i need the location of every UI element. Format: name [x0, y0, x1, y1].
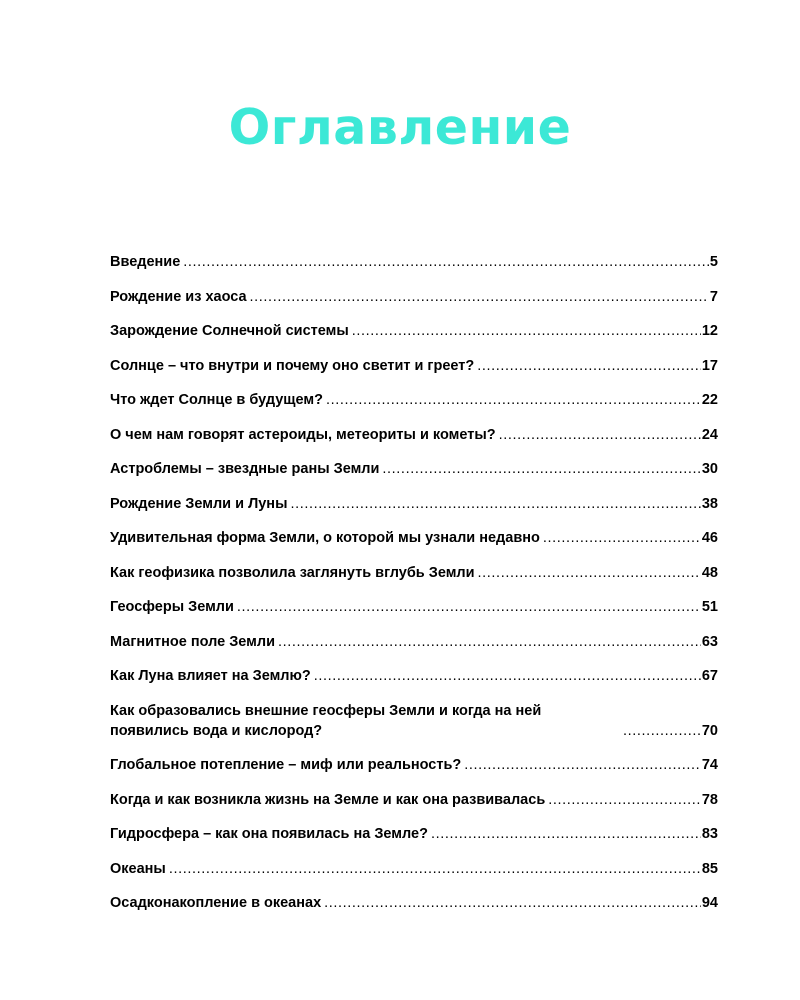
toc-entry-page: 5	[709, 254, 718, 270]
toc-entry-title: Гидросфера – как она появилась на Земле?	[110, 826, 428, 842]
toc-dot-leader	[477, 356, 701, 376]
toc-dot-leader	[183, 252, 709, 272]
page-title: Оглавление	[228, 99, 572, 156]
toc-entry-page: 38	[701, 495, 718, 512]
toc-entry-page: 67	[701, 668, 718, 684]
toc-entry-title: Когда и как возникла жизнь на Земле и как она развивалась	[110, 791, 546, 808]
toc-entry-page: 70	[701, 722, 718, 739]
toc-entry-page: 94	[701, 895, 718, 911]
toc-dot-leader	[324, 893, 701, 913]
toc-entry-title: Удивительная форма Земли, о которой мы узнали недавно	[110, 530, 540, 546]
toc-entry-page: 24	[701, 426, 718, 443]
toc-entry[interactable]	[110, 790, 718, 810]
toc-entry-title: Астроблемы – звездные раны Земли	[110, 461, 380, 477]
toc-entry[interactable]	[110, 459, 718, 479]
toc-entry[interactable]	[110, 528, 718, 548]
toc-dot-leader	[326, 390, 701, 410]
toc-dot-leader	[169, 859, 701, 879]
toc-entry[interactable]	[110, 321, 718, 341]
toc-entry[interactable]	[110, 824, 718, 844]
toc-entry-title: Как геофизика позволила заглянуть вглубь Земли	[110, 564, 475, 581]
toc-dot-leader	[314, 666, 701, 686]
toc-entry[interactable]	[110, 755, 718, 775]
toc-entry[interactable]	[110, 859, 718, 879]
toc-entry[interactable]	[110, 666, 718, 686]
toc-entry[interactable]	[110, 701, 718, 741]
toc-entry-page: 74	[701, 757, 718, 773]
toc-entry-title: Введение	[110, 254, 181, 270]
toc-entry-page: 51	[701, 599, 718, 615]
toc-dot-leader	[352, 321, 701, 341]
toc-dot-leader	[382, 459, 700, 479]
toc-entry[interactable]	[110, 425, 718, 445]
toc-entry[interactable]	[110, 356, 718, 376]
toc-dot-leader	[464, 755, 701, 775]
toc-entry[interactable]	[110, 287, 718, 307]
toc-entry-title: Осадконакопление в океанах	[110, 895, 322, 911]
toc-entry[interactable]	[110, 563, 718, 583]
toc-dot-leader	[250, 287, 709, 307]
toc-dot-leader	[548, 790, 701, 810]
toc-entry-page: 85	[701, 860, 718, 877]
toc-entry-title: Рождение из хаоса	[110, 288, 247, 305]
toc-entry[interactable]	[110, 252, 718, 272]
toc-dot-leader	[290, 494, 700, 514]
table-of-contents	[110, 252, 718, 928]
toc-entry[interactable]	[110, 597, 718, 617]
toc-entry-title: Глобальное потепление – миф или реальность?	[110, 757, 462, 773]
toc-entry-page: 7	[709, 288, 718, 305]
toc-entry[interactable]	[110, 632, 718, 652]
toc-entry-title: О чем нам говорят астероиды, метеориты и кометы?	[110, 426, 496, 443]
toc-entry-title: Зарождение Солнечной системы	[110, 323, 349, 339]
toc-dot-leader	[499, 425, 701, 445]
toc-entry-page: 17	[701, 357, 718, 374]
toc-entry-page: 22	[701, 392, 718, 408]
toc-entry-title: Как образовались внешние геосферы Земли и когда на ней появились вода и кислород?	[110, 702, 542, 739]
toc-entry-title: Как Луна влияет на Землю?	[110, 668, 311, 684]
toc-entry[interactable]	[110, 494, 718, 514]
toc-dot-leader	[431, 824, 701, 844]
toc-dot-leader	[623, 721, 701, 741]
toc-entry-title: Океаны	[110, 860, 166, 877]
toc-entry-page: 78	[701, 791, 718, 808]
toc-dot-leader	[478, 563, 701, 583]
toc-entry-title: Рождение Земли и Луны	[110, 495, 288, 512]
toc-dot-leader	[543, 528, 701, 548]
toc-entry-page: 83	[701, 826, 718, 842]
toc-entry-title: Солнце – что внутри и почему оно светит и греет?	[110, 357, 475, 374]
toc-entry-title: Что ждет Солнце в будущем?	[110, 392, 323, 408]
toc-entry-page: 63	[701, 633, 718, 650]
toc-dot-leader	[237, 597, 701, 617]
toc-entry[interactable]	[110, 390, 718, 410]
toc-entry-page: 46	[701, 530, 718, 546]
toc-entry-page: 12	[701, 323, 718, 339]
toc-entry-page: 48	[701, 564, 718, 581]
toc-entry-page: 30	[701, 461, 718, 477]
toc-entry[interactable]	[110, 893, 718, 913]
toc-entry-title: Геосферы Земли	[110, 599, 234, 615]
toc-dot-leader	[278, 632, 701, 652]
toc-entry-title: Магнитное поле Земли	[110, 633, 276, 650]
